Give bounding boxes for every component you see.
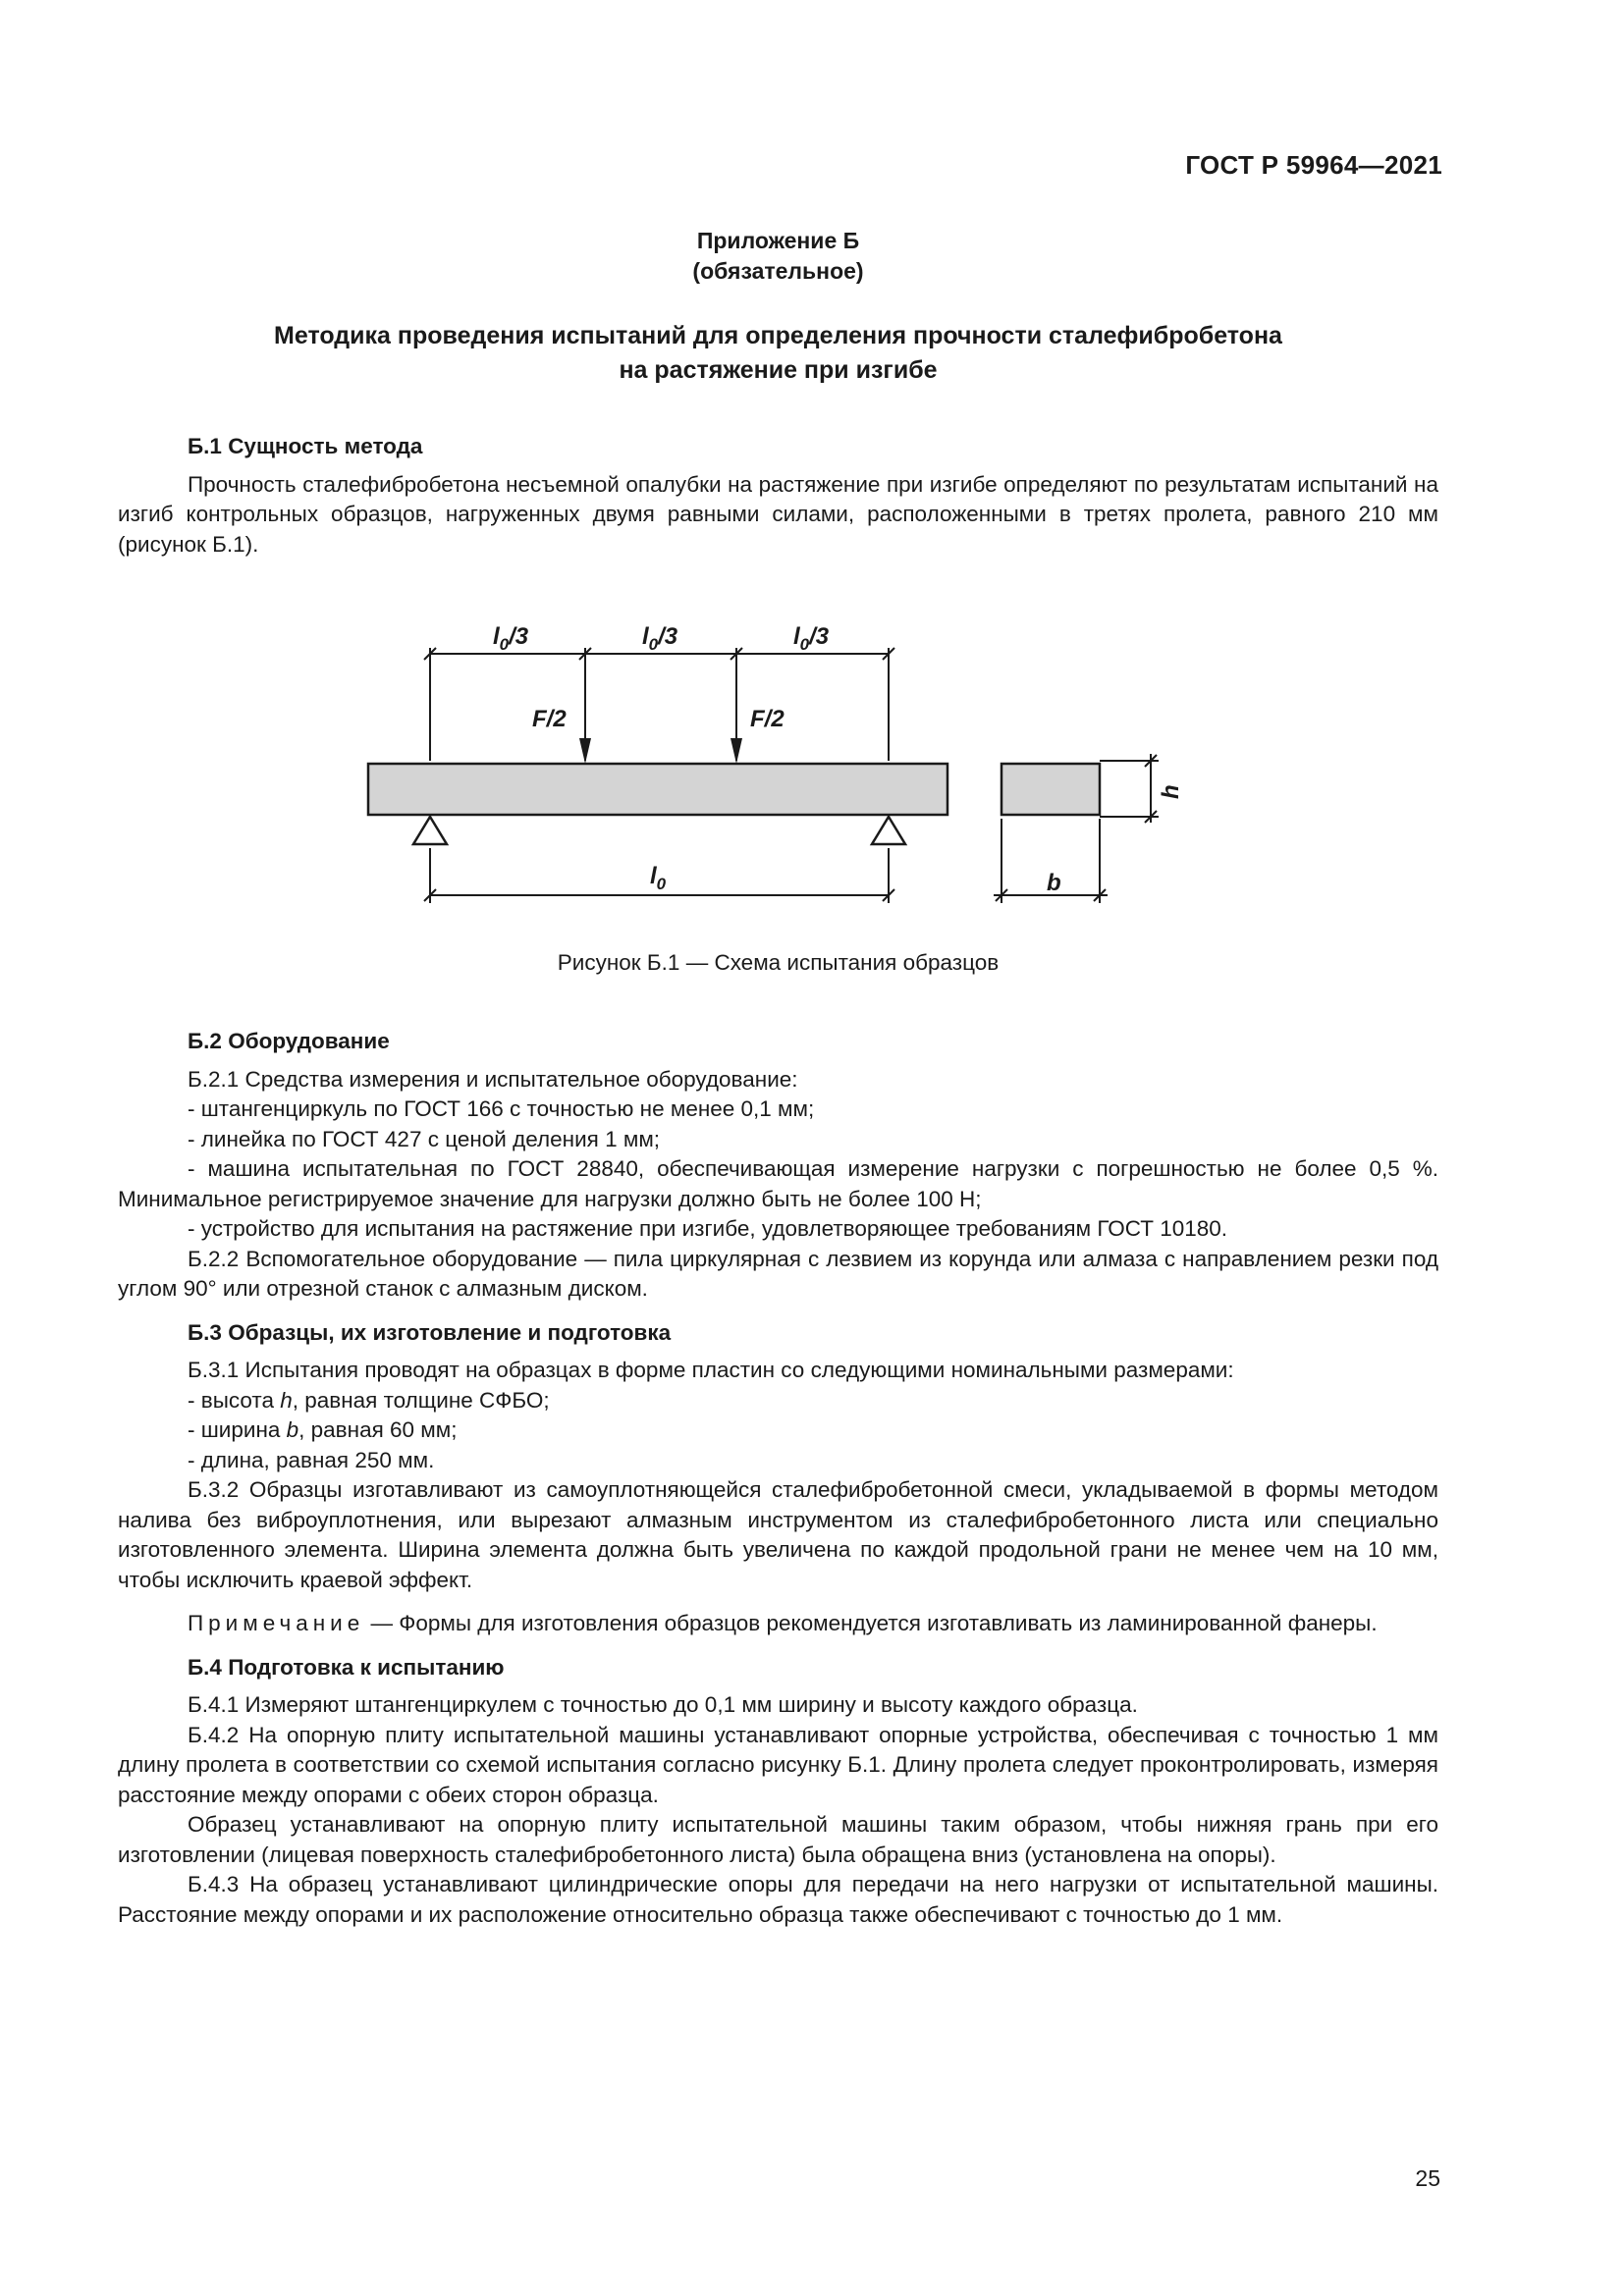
paragraph: Б.3.2 Образцы изготавливают из самоуплотняющейся сталефибробетонной смеси, укладываемой в формы методом налива без виброуплотнения, или вырезают алмазным инструментом из сталефибробетонного листа или специально изготовленного элемента. Ширина элемента должна быть увеличена по каждой продольной грани не менее чем на 10 мм, чтобы исключить краевой эффект. [118,1477,1438,1592]
section-b1 [118,432,1438,560]
note: Примечание — Формы для изготовления образцов рекомендуется изготавливать из ламинированной фанеры. [188,1611,1378,1635]
list-item: - длина, равная 250 мм. [188,1447,435,1472]
page-number: 25 [1415,2165,1440,2191]
paragraph: Образец устанавливают на опорную плиту испытательной машины таким образом, чтобы нижняя грань при его изготовлении (лицевая поверхность сталефибробетонного листа) была обращена вниз (установлена на опоры). [118,1812,1438,1867]
list-item: - машина испытательная по ГОСТ 28840, обеспечивающая измерение нагрузки с погрешностью не более 0,5 %. Минимальное регистрируемое значение для нагрузки должно быть не более 100 Н; [118,1156,1438,1211]
segment-label-3: $l_0/3$ [793,623,830,654]
segment-label-2: $l_0/3$ [642,623,678,654]
list-item: - ширина b, равная 60 мм; [188,1417,458,1442]
force-label-right: F/2 [750,706,785,732]
section-heading: Б.1 Сущность метода [188,434,423,458]
paragraph: Б.2.2 Вспомогательное оборудование — пила циркулярная с лезвием из корунда или алмаза с направлением резки под углом 90° или отрезной станок с алмазным диском. [118,1246,1438,1301]
segment-label-1: $l_0/3$ [493,623,529,654]
list-item: - устройство для испытания на растяжение при изгибе, удовлетворяющее требованиям ГОСТ 10180. [188,1216,1228,1241]
document-code: ГОСТ Р 59964—2021 [1185,150,1442,180]
method-title-line1: Методика проведения испытаний для определения прочности сталефибробетона [274,322,1282,349]
b-label: b [1047,870,1061,896]
span-label: $l_0$ [650,863,667,893]
right-support [872,817,905,844]
note-label: Примечание [188,1611,365,1635]
list-item: - штангенциркуль по ГОСТ 166 с точностью не менее 0,1 мм; [188,1096,815,1121]
appendix-status: (обязательное) [692,258,864,284]
paragraph: Б.4.1 Измеряют штангенциркулем с точностью до 0,1 мм ширину и высоту каждого образца. [188,1692,1138,1717]
force-label-left: F/2 [532,706,567,732]
appendix-title: Приложение Б [696,228,860,253]
section-b2 [118,1027,1438,1930]
method-title [118,319,1438,388]
test-scheme-figure [353,609,1208,933]
section-heading: Б.2 Оборудование [188,1029,390,1053]
h-label: h [1158,784,1184,799]
list-item: - линейка по ГОСТ 427 с ценой деления 1 мм; [188,1126,661,1151]
figure-caption: Рисунок Б.1 — Схема испытания образцов [557,950,1000,975]
list-item: - высота h, равная толщине СФБО; [188,1387,550,1413]
paragraph: Б.3.1 Испытания проводят на образцах в форме пластин со следующими номинальными размерами: [188,1358,1234,1382]
paragraph: Б.4.2 На опорную плиту испытательной машины устанавливают опорные устройства, обеспечивая с точностью 1 мм длину пролета в соответствии со схемой испытания согласно рисунку Б.1. Длину пролета следует проконтролировать, измеряя расстояние между опорами с обеих сторон образца. [118,1722,1438,1807]
section-heading: Б.3 Образцы, их изготовление и подготовка [188,1319,672,1345]
method-title-line2: на растяжение при изгибе [619,356,938,384]
paragraph: Б.2.1 Средства измерения и испытательное оборудование: [188,1066,798,1092]
paragraph: Б.4.3 На образец устанавливают цилиндрические опоры для передачи на него нагрузки от испытательной машины. Расстояние между опорами и их расположение относительно образца также обеспечивают с точностью до 1 мм. [118,1872,1438,1927]
beam [368,764,947,815]
section-heading: Б.4 Подготовка к испытанию [188,1654,505,1680]
cross-section [1001,764,1100,815]
paragraph: Прочность сталефибробетона несъемной опалубки на растяжение при изгибе определяют по результатам испытаний на изгиб контрольных образцов, нагруженных двумя равными силами, расположенными в третях пролета, равного 210 мм (рисунок Б.1). [118,471,1438,557]
left-support [413,817,447,844]
